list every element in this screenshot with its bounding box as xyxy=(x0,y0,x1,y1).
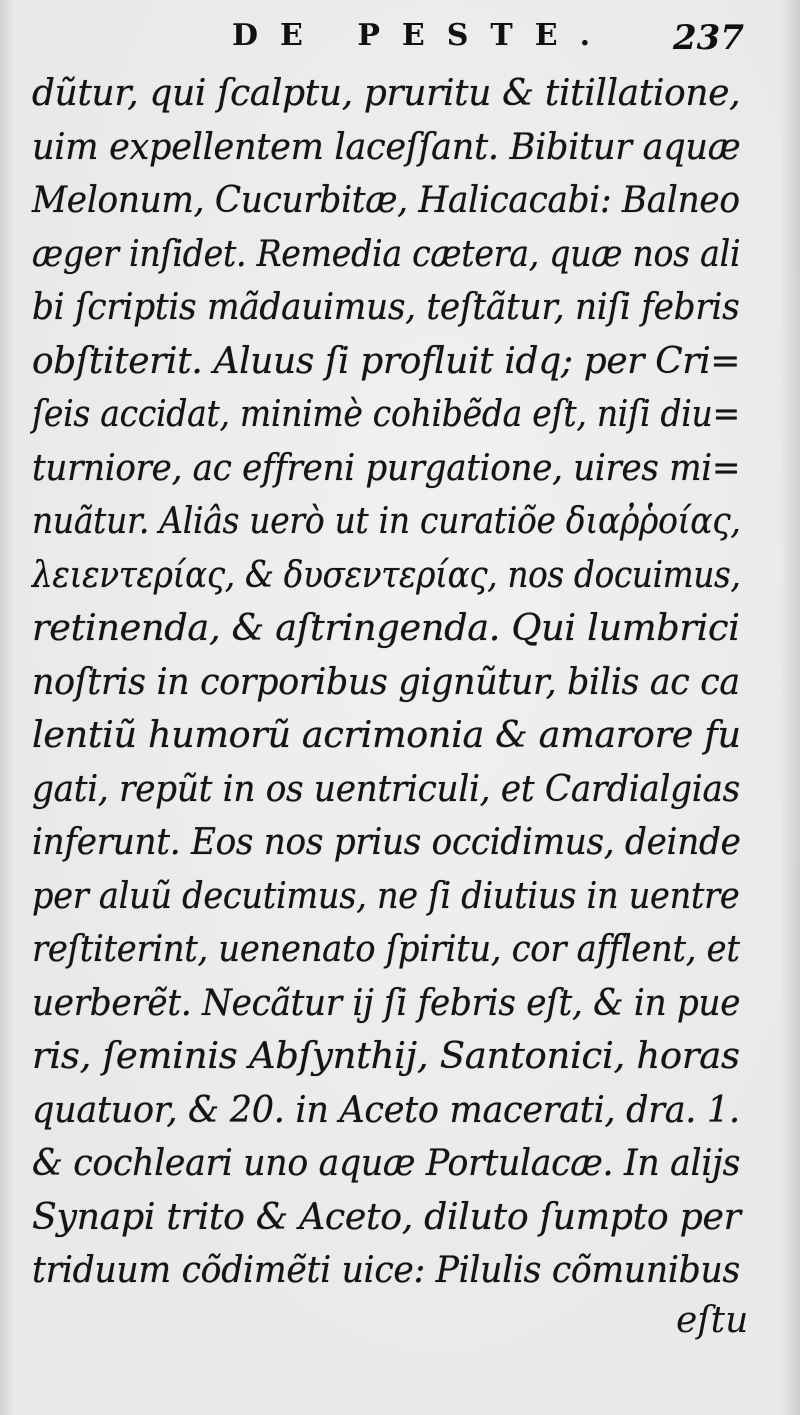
running-head xyxy=(0,14,800,62)
text-line: uim expellentem laceſſant. Bibitur aquæ xyxy=(32,124,741,168)
text-line: obſtiterit. Aluus ſi profluit idq; per Cri= xyxy=(32,338,741,382)
page-number: 237 xyxy=(673,18,744,58)
text-line: per aluũ decutimus, ne ſi diutius in uentre xyxy=(32,873,740,917)
text-line: λειεντερίας, & δυσεντερίας, nos docuimus, xyxy=(32,552,741,596)
text-line: & cochleari uno aquæ Portulacæ. In alijs xyxy=(32,1141,741,1184)
text-line: ſeis accidat, minimè cohibẽda eſt, niſi diu= xyxy=(32,392,740,435)
text-line: ris, ſeminis Abſynthij, Santonici, horas xyxy=(32,1034,740,1077)
catchword: eſtu xyxy=(676,1300,749,1341)
text-line: Melonum, Cucurbitæ, Halicacabi: Balneo xyxy=(32,178,740,221)
text-line: lentiũ humorũ acrimonia & amarore fu xyxy=(32,713,741,756)
text-line: uerberẽt. Necãtur ij ſi febris eſt, & in pue xyxy=(32,980,741,1024)
text-line: quatuor, & 20. in Aceto macerati, dra. 1. xyxy=(32,1087,740,1131)
text-line: noſtris in corporibus gignũtur, bilis ac ca xyxy=(32,659,740,703)
text-line: dũtur, qui ſcalptu, pruritu & titillatione, xyxy=(32,71,741,114)
text-line: æger inſidet. Remedia cætera, quæ nos ali xyxy=(32,231,741,275)
text-line: triduum cõdimẽti uice: Pilulis cõmunibus xyxy=(32,1248,740,1291)
text-line: bi ſcriptis mãdauimus, teſtãtur, niſi febris xyxy=(32,285,740,328)
text-line: Synapi trito & Aceto, diluto ſumpto per xyxy=(32,1194,741,1238)
text-line: nuãtur. Aliâs uerò ut in curatiõe διαῤῥοίας, xyxy=(32,499,741,542)
body-text xyxy=(32,66,740,1297)
text-line: reſtiterint, uenenato ſpiritu, cor afflent, et xyxy=(32,927,740,970)
running-title: DE PESTE. xyxy=(232,18,613,53)
text-line: gati, repũt in os uentriculi, et Cardialgias xyxy=(32,766,740,810)
text-line: retinenda, & aſtringenda. Qui lumbrici xyxy=(32,606,740,649)
text-line: inferunt. Eos nos prius occidimus, deinde xyxy=(32,820,741,863)
text-line: turniore, ac effreni purgatione, uires mi= xyxy=(32,445,741,489)
